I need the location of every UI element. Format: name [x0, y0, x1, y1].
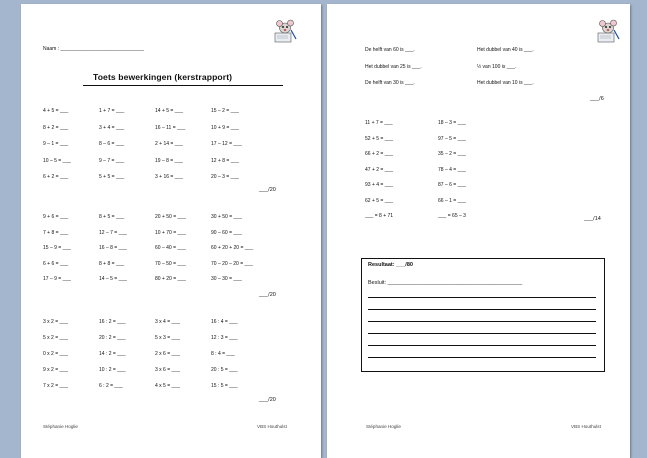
exercise-item: 5 x 3 = ___ [155, 335, 180, 341]
exercise-item: 0 x 2 = ___ [43, 351, 68, 357]
exercise-item: 12 – 7 = ___ [99, 229, 127, 236]
exercise-item: 10 – 5 = ___ [43, 157, 71, 164]
footer-author: Stéphanie Hoglie [366, 424, 401, 429]
exercise-item: ___ = 65 – 3 [438, 213, 466, 219]
exercise-item: 3 x 6 = ___ [155, 367, 180, 373]
exercise-item: 90 – 60 = ___ [211, 229, 242, 236]
exercise-item: 7 x 2 = ___ [43, 383, 68, 389]
exercise-item: De helft van 30 is ___. [365, 80, 415, 86]
exercise-item: 60 – 40 = ___ [155, 245, 186, 251]
exercise-item: 10 + 70 = ___ [155, 229, 186, 236]
exercise-item: 17 – 12 = ___ [211, 141, 242, 147]
exercise-item: 1 + 7 = ___ [99, 108, 125, 114]
exercise-item: 97 – 5 = ___ [438, 135, 466, 142]
exercise-item: 4 x 5 = ___ [155, 383, 180, 389]
worksheet-page-2 [327, 4, 630, 458]
exercise-item: 17 – 9 = ___ [43, 276, 71, 282]
exercise-item: 8 – 6 = ___ [99, 141, 125, 147]
exercise-item: 2 + 14 = ___ [155, 141, 184, 147]
exercise-item: 30 + 50 = ___ [211, 214, 242, 220]
exercise-item: 18 – 3 = ___ [438, 120, 466, 126]
exercise-item: De helft van 60 is ___. [365, 47, 415, 53]
exercise-item: 11 + 7 = ___ [365, 120, 393, 126]
exercise-item: 6 : 2 = ___ [99, 383, 123, 389]
exercise-item: 70 – 50 = ___ [155, 260, 186, 267]
exercise-item: 8 + 5 = ___ [99, 214, 125, 220]
writing-line [368, 345, 596, 346]
exercise-item: 3 x 4 = ___ [155, 319, 180, 325]
exercise-item: ___ = 8 + 71 [365, 213, 394, 219]
score-half-double: ___/6 [590, 96, 604, 102]
exercise-item: 20 + 50 = ___ [155, 214, 186, 220]
score-block-3: ___/20 [259, 397, 276, 403]
score-block-1: ___/20 [259, 187, 276, 193]
exercise-item: 3 + 16 = ___ [155, 174, 184, 180]
exercise-item: 16 : 2 = ___ [99, 319, 126, 325]
exercise-item: 20 – 3 = ___ [211, 174, 239, 180]
exercise-item: 5 x 2 = ___ [43, 335, 68, 341]
exercise-item: 6 + 6 = ___ [43, 260, 69, 267]
writing-line [368, 357, 596, 358]
exercise-item: 10 + 9 = ___ [211, 124, 240, 131]
exercise-item: 12 : 3 = ___ [211, 335, 238, 341]
page-title: Toets bewerkingen (kerstrapport) [93, 72, 233, 82]
exercise-item: 2 x 6 = ___ [155, 351, 180, 357]
exercise-item: 20 : 2 = ___ [99, 335, 126, 341]
exercise-item: 16 : 4 = ___ [211, 319, 238, 325]
exercise-item: 3 + 4 = ___ [99, 124, 125, 131]
exercise-item: 5 + 5 = ___ [99, 174, 125, 180]
exercise-item: ½ van 100 is ___. [477, 63, 517, 70]
result-box [361, 258, 605, 372]
score-sums: ___/14 [584, 216, 601, 222]
exercise-item: 9 – 1 = ___ [43, 141, 69, 147]
exercise-item: 10 : 2 = ___ [99, 367, 126, 373]
exercise-item: 9 x 2 = ___ [43, 367, 68, 373]
exercise-item: 47 + 2 = ___ [365, 166, 394, 173]
exercise-item: 8 + 2 = ___ [43, 124, 69, 131]
exercise-item: Het dubbel van 25 is ___. [365, 63, 422, 70]
writing-line [368, 321, 596, 322]
exercise-item: 93 + 4 = ___ [365, 182, 394, 188]
exercise-item: 78 – 4 = ___ [438, 166, 466, 173]
exercise-item: 15 : 5 = ___ [211, 383, 238, 389]
exercise-item: 9 – 7 = ___ [99, 157, 125, 164]
mascot-illustration [272, 17, 298, 43]
mascot-illustration [595, 17, 621, 43]
exercise-item: 35 – 2 = ___ [438, 151, 466, 157]
exercise-item: Het dubbel van 10 is ___. [477, 80, 534, 86]
title-underline [83, 85, 283, 86]
exercise-item: 62 + 5 = ___ [365, 197, 394, 204]
writing-line [368, 309, 596, 310]
exercise-item: 19 – 8 = ___ [155, 157, 183, 164]
exercise-item: 8 + 8 = ___ [99, 260, 125, 267]
footer-school: VBS Houthulst [257, 424, 287, 429]
exercise-item: Het dubbel van 40 is ___. [477, 47, 534, 53]
exercise-item: 9 + 6 = ___ [43, 214, 69, 220]
exercise-item: 30 – 30 = ___ [211, 276, 242, 282]
exercise-item: 15 – 9 = ___ [43, 245, 71, 251]
exercise-item: 3 x 2 = ___ [43, 319, 68, 325]
footer-school: VBS Houthulst [571, 424, 601, 429]
writing-line [368, 333, 596, 334]
exercise-item: 16 – 8 = ___ [99, 245, 127, 251]
exercise-item: 16 – 11 = ___ [155, 124, 186, 131]
exercise-item: 66 – 1 = ___ [438, 197, 466, 204]
exercise-item: 12 + 8 = ___ [211, 157, 240, 164]
exercise-item: 87 – 6 = ___ [438, 182, 466, 188]
exercise-item: 14 – 5 = ___ [99, 276, 127, 282]
writing-line [368, 297, 596, 298]
besluit-label: Besluit: ____________________________________________ [368, 280, 523, 286]
exercise-item: 8 : 4 = ___ [211, 351, 235, 357]
exercise-item: 52 + 5 = ___ [365, 135, 394, 142]
result-label: Resultaat: ___/80 [368, 262, 413, 268]
exercise-item: 20 : 5 = ___ [211, 367, 238, 373]
exercise-item: 14 : 2 = ___ [99, 351, 126, 357]
exercise-item: 6 + 2 = ___ [43, 174, 69, 180]
exercise-item: 15 – 2 = ___ [211, 108, 239, 114]
exercise-item: 70 – 20 – 20 = ___ [211, 260, 253, 267]
exercise-item: 4 + 5 = ___ [43, 108, 69, 114]
exercise-item: 80 + 20 = ___ [155, 276, 186, 282]
footer-author: Stéphanie Hoglie [43, 424, 78, 429]
exercise-item: 66 + 2 = ___ [365, 151, 394, 157]
exercise-item: 60 + 20 + 20 = ___ [211, 245, 254, 251]
worksheet-page-1 [21, 4, 321, 458]
name-field: Naam : ______________________________ [43, 46, 144, 52]
exercise-item: 14 + 5 = ___ [155, 108, 184, 114]
exercise-item: 7 + 8 = ___ [43, 229, 69, 236]
score-block-2: ___/20 [259, 292, 276, 298]
